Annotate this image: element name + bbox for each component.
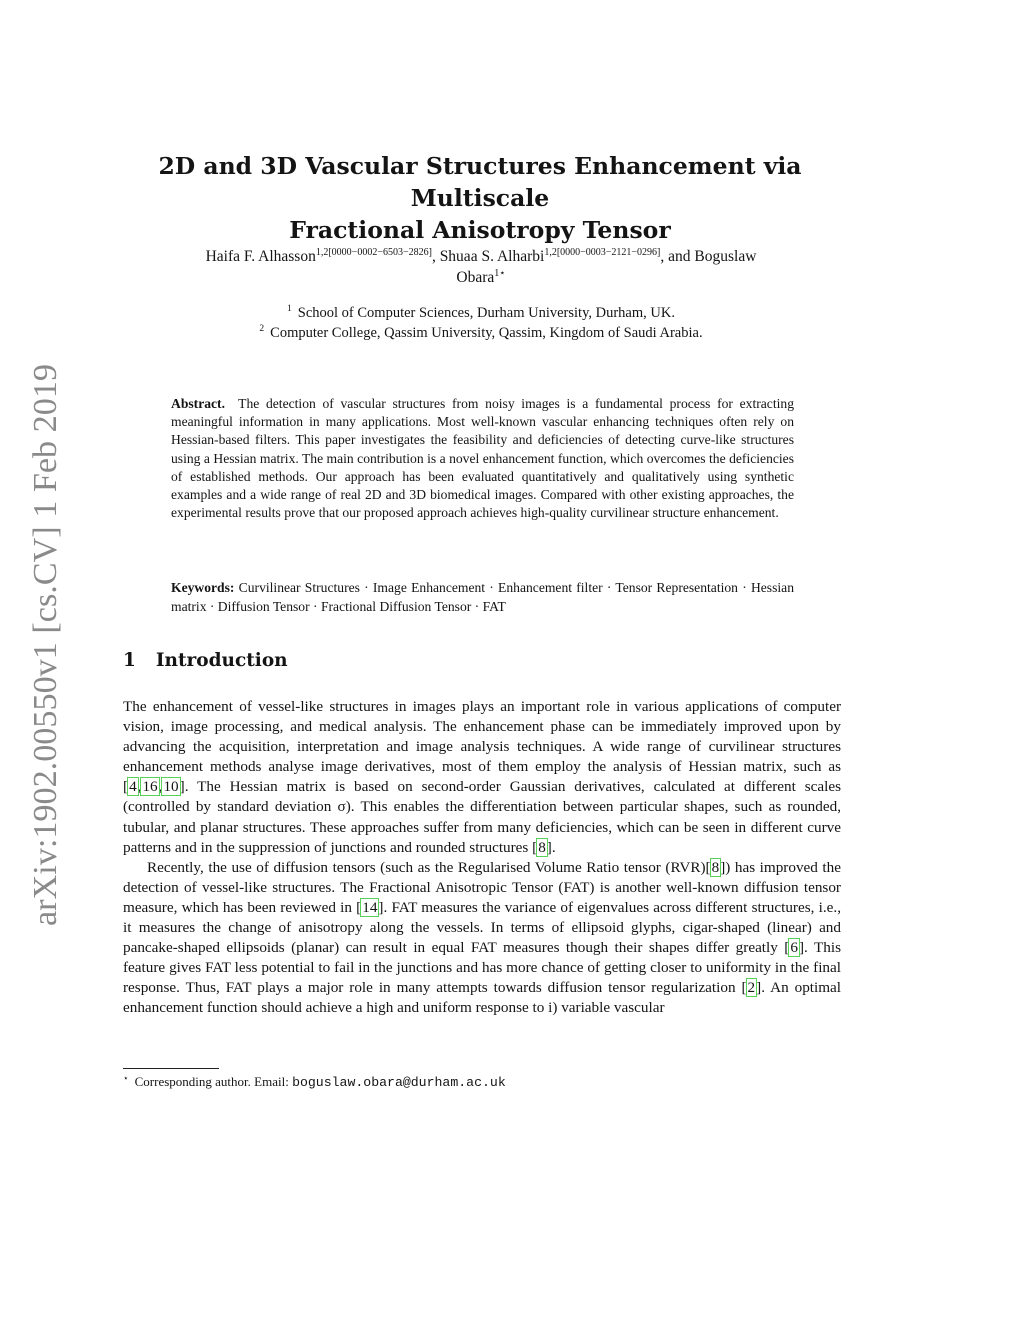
author-affiliation-orcid: 1,2[0000−0002−6503−2826] xyxy=(315,247,432,258)
affiliation xyxy=(118,323,844,343)
email-link[interactable]: boguslaw.obara@durham.ac.uk xyxy=(292,1075,506,1090)
footnote xyxy=(123,1073,841,1092)
affiliation-text: Computer College, Qassim University, Qassim, Kingdom of Saudi Arabia. xyxy=(270,325,703,341)
author-affiliation-mark: 1⋆ xyxy=(494,268,506,279)
paragraph-text: Recently, the use of diffusion tensors (such as the Regularised Volume Ratio tensor (RVR) xyxy=(147,858,706,876)
arxiv-identifier: arXiv:1902.00550v1 [cs.CV] 1 Feb 2019 xyxy=(27,366,64,926)
section-number: 1 xyxy=(123,650,136,671)
affiliation-text: School of Computer Sciences, Durham University, Durham, UK. xyxy=(297,305,675,321)
paragraph-text: . FAT measures the variance of eigenvalues across different structures, i.e., it measures the change of anisotropy along the vessels. In terms of ellipsoid glyphs, cigar-shaped (linear) and pancake-shaped ellipsoids (planar) can result in equal FAT measures though their shapes differ greatly xyxy=(123,898,841,957)
affiliation xyxy=(118,303,844,323)
footnote-text: Corresponding author. Email: xyxy=(134,1074,293,1089)
author-name: Shuaa S. Alharbi xyxy=(439,248,545,265)
keywords-label: Keywords: xyxy=(171,580,235,595)
paragraph-text: . xyxy=(551,838,556,856)
keywords xyxy=(171,579,794,616)
author-name: and Boguslaw xyxy=(668,248,757,265)
body-text xyxy=(123,697,841,1019)
paper-title-line-1: 2D and 3D Vascular Structures Enhancement via Multiscale xyxy=(158,152,802,212)
section-title: Introduction xyxy=(155,650,288,671)
paragraph-text: . An optimal enhancement function should achieve a high and uniform response to i) variable vascular xyxy=(123,979,841,1017)
abstract-label: Abstract. xyxy=(171,396,225,411)
citation-link[interactable]: 6 xyxy=(790,939,798,957)
author-affiliation-orcid: 1,2[0000−0003−2121−0296] xyxy=(544,247,661,258)
paragraph: Recently, the use of diffusion tensors (such as the Regularised Volume Ratio tensor (RVR)[8]) has improved the detection of vessel-like structures. The Fractional Anisotropic Tensor (FAT) is another well-known diffusion tensor measure, which has been reviewed in [14]. FAT measures the variance of eigenvalues across different structures, i.e., it measures the change of anisotropy along the vessels. In terms of ellipsoid glyphs, cigar-shaped (linear) and pancake-shaped ellipsoids (planar) can result in equal FAT measures though their shapes differ greatly [6]. This feature gives FAT less potential to fail in the junctions and has more chance of getting closer to uniformity in the final response. Thus, FAT plays a major role in many attempts towards diffusion tensor regularization [2]. An optimal enhancement function should achieve a high and uniform response to i) variable vascular xyxy=(123,858,841,1017)
affiliation-number: 1 xyxy=(287,304,292,314)
author-list: Haifa F. Alhasson$^{1,2[0000-0002-6503-2826]}$, Shuaa S. Alharbi$^{1,2[0000-0003-2121-0296]}$, and Boguslaw Obara$^{1⋆}$ xyxy=(205,247,757,286)
citation-link[interactable]: 2 xyxy=(747,979,756,997)
author-name: Haifa F. Alhasson xyxy=(205,248,316,265)
affiliation-number: 2 xyxy=(259,324,265,334)
citation-link[interactable]: 14 xyxy=(362,898,378,916)
arxiv-identifier-stamp xyxy=(0,362,80,926)
keywords-text: Curvilinear Structures · Image Enhancement · Enhancement filter · Tensor Representation · Hessian matrix · Diffusion Tensor · Fractional Diffusion Tensor · FAT xyxy=(171,580,794,614)
paper-title-line-2: Fractional Anisotropy Tensor xyxy=(289,216,671,244)
abstract-text: The detection of vascular structures from noisy images is a fundamental process for extracting meaningful information in many applications. Most well-known vascular enhancing techniques often rely on Hessian-based filters. This paper investigates the feasibility and deficiencies of detecting curve-like structures using a Hessian matrix. The main contribution is a novel enhancement function, which overcomes the deficiencies of established methods. Our approach has been evaluated quantitatively and qualitatively using synthetic examples and a wide range of real 2D and 3D biomedical images. Compared with other existing approaches, the experimental results prove that our proposed approach achieves high-quality curvilinear structure enhancement. xyxy=(171,396,794,521)
citation-link[interactable]: 10 xyxy=(163,778,179,796)
citation-link[interactable]: 8 xyxy=(538,838,546,856)
footnote-mark: ⋆ xyxy=(123,1073,129,1083)
footnote-divider xyxy=(123,1068,219,1069)
paragraph: The enhancement of vessel-like structures in images plays an important role in various applications of computer vision, image processing, and medical analysis. The enhancement phase can be immediately improved upon by advancing the acquisition, interpretation and image analysis techniques. A wide range of curvilinear structures enhancement methods analyse image derivatives, most of them employ the analysis of Hessian matrix, such as [4,16,10]. The Hessian matrix is based on second-order Gaussian derivatives, calculated at different scales (controlled by standard deviation σ). This enables the differentiation between particular shapes, such as rounded, tubular, and planar structures. These approaches suffer from many deficiencies, which can be seen in different curve patterns and in the suppression of junctions and rounded structures [8]. xyxy=(123,698,841,856)
section-heading xyxy=(123,650,288,671)
paragraph-text: The enhancement of vessel-like structures in images plays an important role in various applications of computer vision, image processing, and medical analysis. The enhancement phase can be immediately improved upon by advancing the acquisition, interpretation and image analysis techniques. A wide range of curvilinear structures enhancement methods analyse image derivatives, most of them employ the analysis of Hessian matrix, such as xyxy=(123,698,841,776)
author-name: Obara xyxy=(456,269,495,286)
citation-link[interactable]: 16 xyxy=(142,778,158,796)
paragraph-text: ) has improved the detection of vessel-like structures. The Fractional Anisotropic Tensor (FAT) is another well-known diffusion tensor measure, which has been reviewed in xyxy=(123,858,841,916)
paragraph-text: . The Hessian matrix is based on second-order Gaussian derivatives, calculated at different scales (controlled by standard deviation σ). This enables the differentiation between particular shapes, such as rounded, tubular, and planar structures. These approaches suffer from many deficiencies, which can be seen in different curve patterns and in the suppression of junctions and rounded structures xyxy=(123,778,841,856)
citation-link[interactable]: 4 xyxy=(129,778,137,796)
affiliation-list xyxy=(118,303,844,343)
paragraph-text: . This feature gives FAT less potential to fail in the junctions and has more chance of getting closer to uniformity in the final response. Thus, FAT plays a major role in many attempts towards diffusion tensor regularization xyxy=(123,939,841,997)
paper-title xyxy=(100,150,860,246)
citation-link[interactable]: 8 xyxy=(711,858,720,876)
abstract xyxy=(171,395,794,522)
